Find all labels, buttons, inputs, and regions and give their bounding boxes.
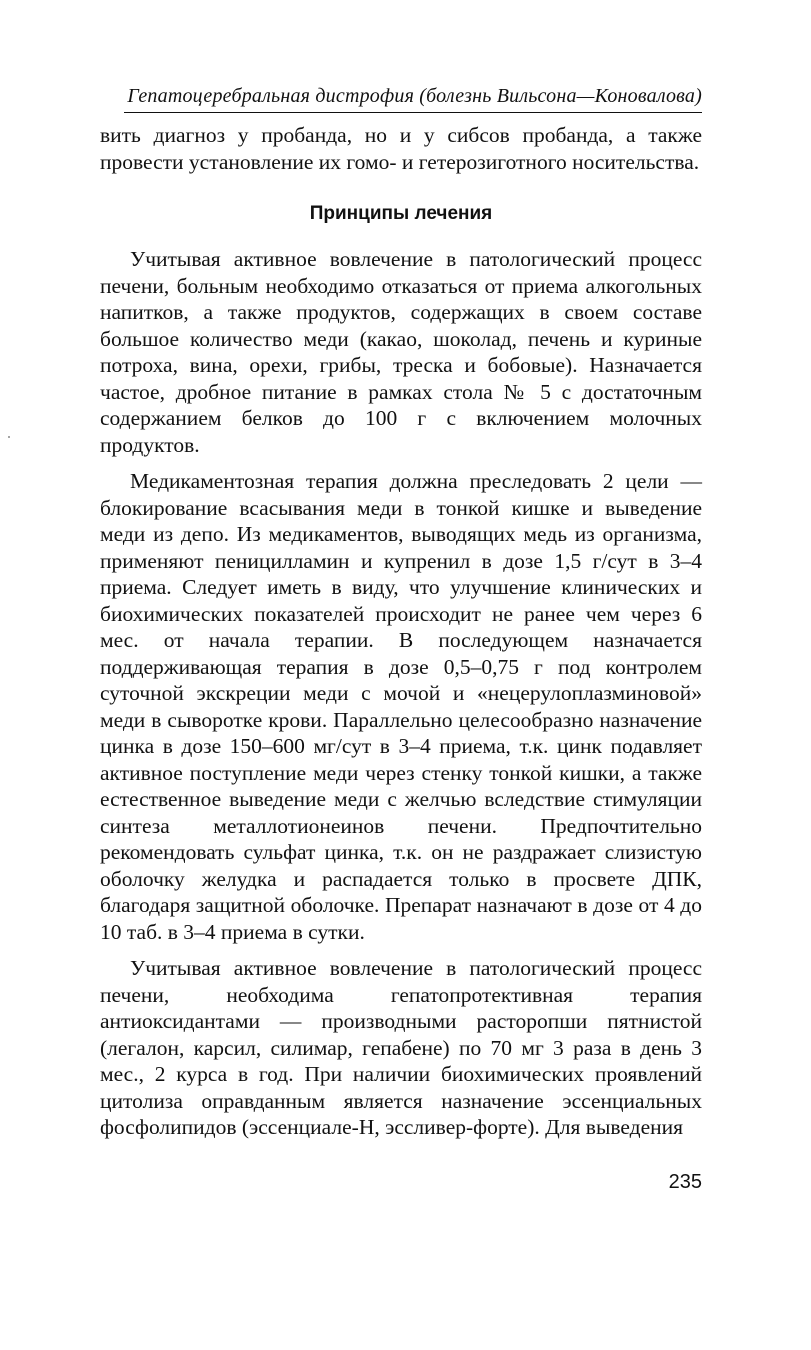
intro-paragraph-block (100, 122, 702, 175)
paragraph-diet: Учитывая активное вовлечение в патологический процесс печени, больным необходимо отказаться от приема алкогольных напитков, а также продуктов, содержащих в своем составе большое количество меди (какао, шоколад, печень и куриные потроха, вина, орехи, грибы, треска и бобовые). Назначается частое, дробное питание в рамках стола № 5 с достаточным содержанием белков до 100 г с включением молочных продуктов. (100, 247, 702, 457)
running-header: Гепатоцеребральная дистрофия (болезнь Вильсона—Коновалова) (127, 85, 702, 107)
intro-paragraph: вить диагноз у пробанда, но и у сибсов пробанда, а также провести установление их гомо- и гетерозиготного носительства. (100, 123, 702, 174)
paragraph-drug-therapy: Медикаментозная терапия должна преследовать 2 цели — блокирование всасывания меди в тонкой кишке и выведение меди из депо. Из медикаментов, выводящих медь из организма, применяют пеницилламин и купренил в дозе 1,5 г/сут в 3–4 приема. Следует иметь в виду, что улучшение клинических и биохимических показателей происходит не ранее чем через 6 мес. от начала терапии. В последующем назначается поддерживающая терапия в дозе 0,5–0,75 г под контролем суточной экскреции меди с мочой и «нецерулоплазминовой» меди в сыворотке крови. Параллельно целесообразно назначение цинка в дозе 150–600 мг/сут в 3–4 приема, т.к. цинк подавляет активное поступление меди через стенку тонкой кишки, а также естественное выведение меди с желчью вследствие стимуляции синтеза металлотионеинов печени. Предпочтительно рекомендовать сульфат цинка, т.к. он не раздражает слизистую оболочку желудка и распадается только в просвете ДПК, благодаря защитной оболочке. Препарат назначают в дозе от 4 до 10 таб. в 3–4 приема в сутки. (100, 469, 702, 944)
section-heading: Принципы лечения (309, 203, 493, 224)
paragraph-hepatoprotection: Учитывая активное вовлечение в патологический процесс печени, необходима гепатопротективная терапия антиоксидантами — производными расторопши пятнистой (легалон, карсил, силимар, гепабене) по 70 мг 3 раза в день 3 мес., 2 курса в год. При наличии биохимических проявлений цитолиза оправданным является назначение эссенциальных фосфолипидов (эссенциале-Н, эссливер-форте). Для выведения (100, 956, 702, 1139)
treatment-text (100, 246, 702, 1141)
scan-speck (8, 436, 10, 438)
header-rule (124, 112, 702, 113)
page-number: 235 (668, 1171, 702, 1193)
